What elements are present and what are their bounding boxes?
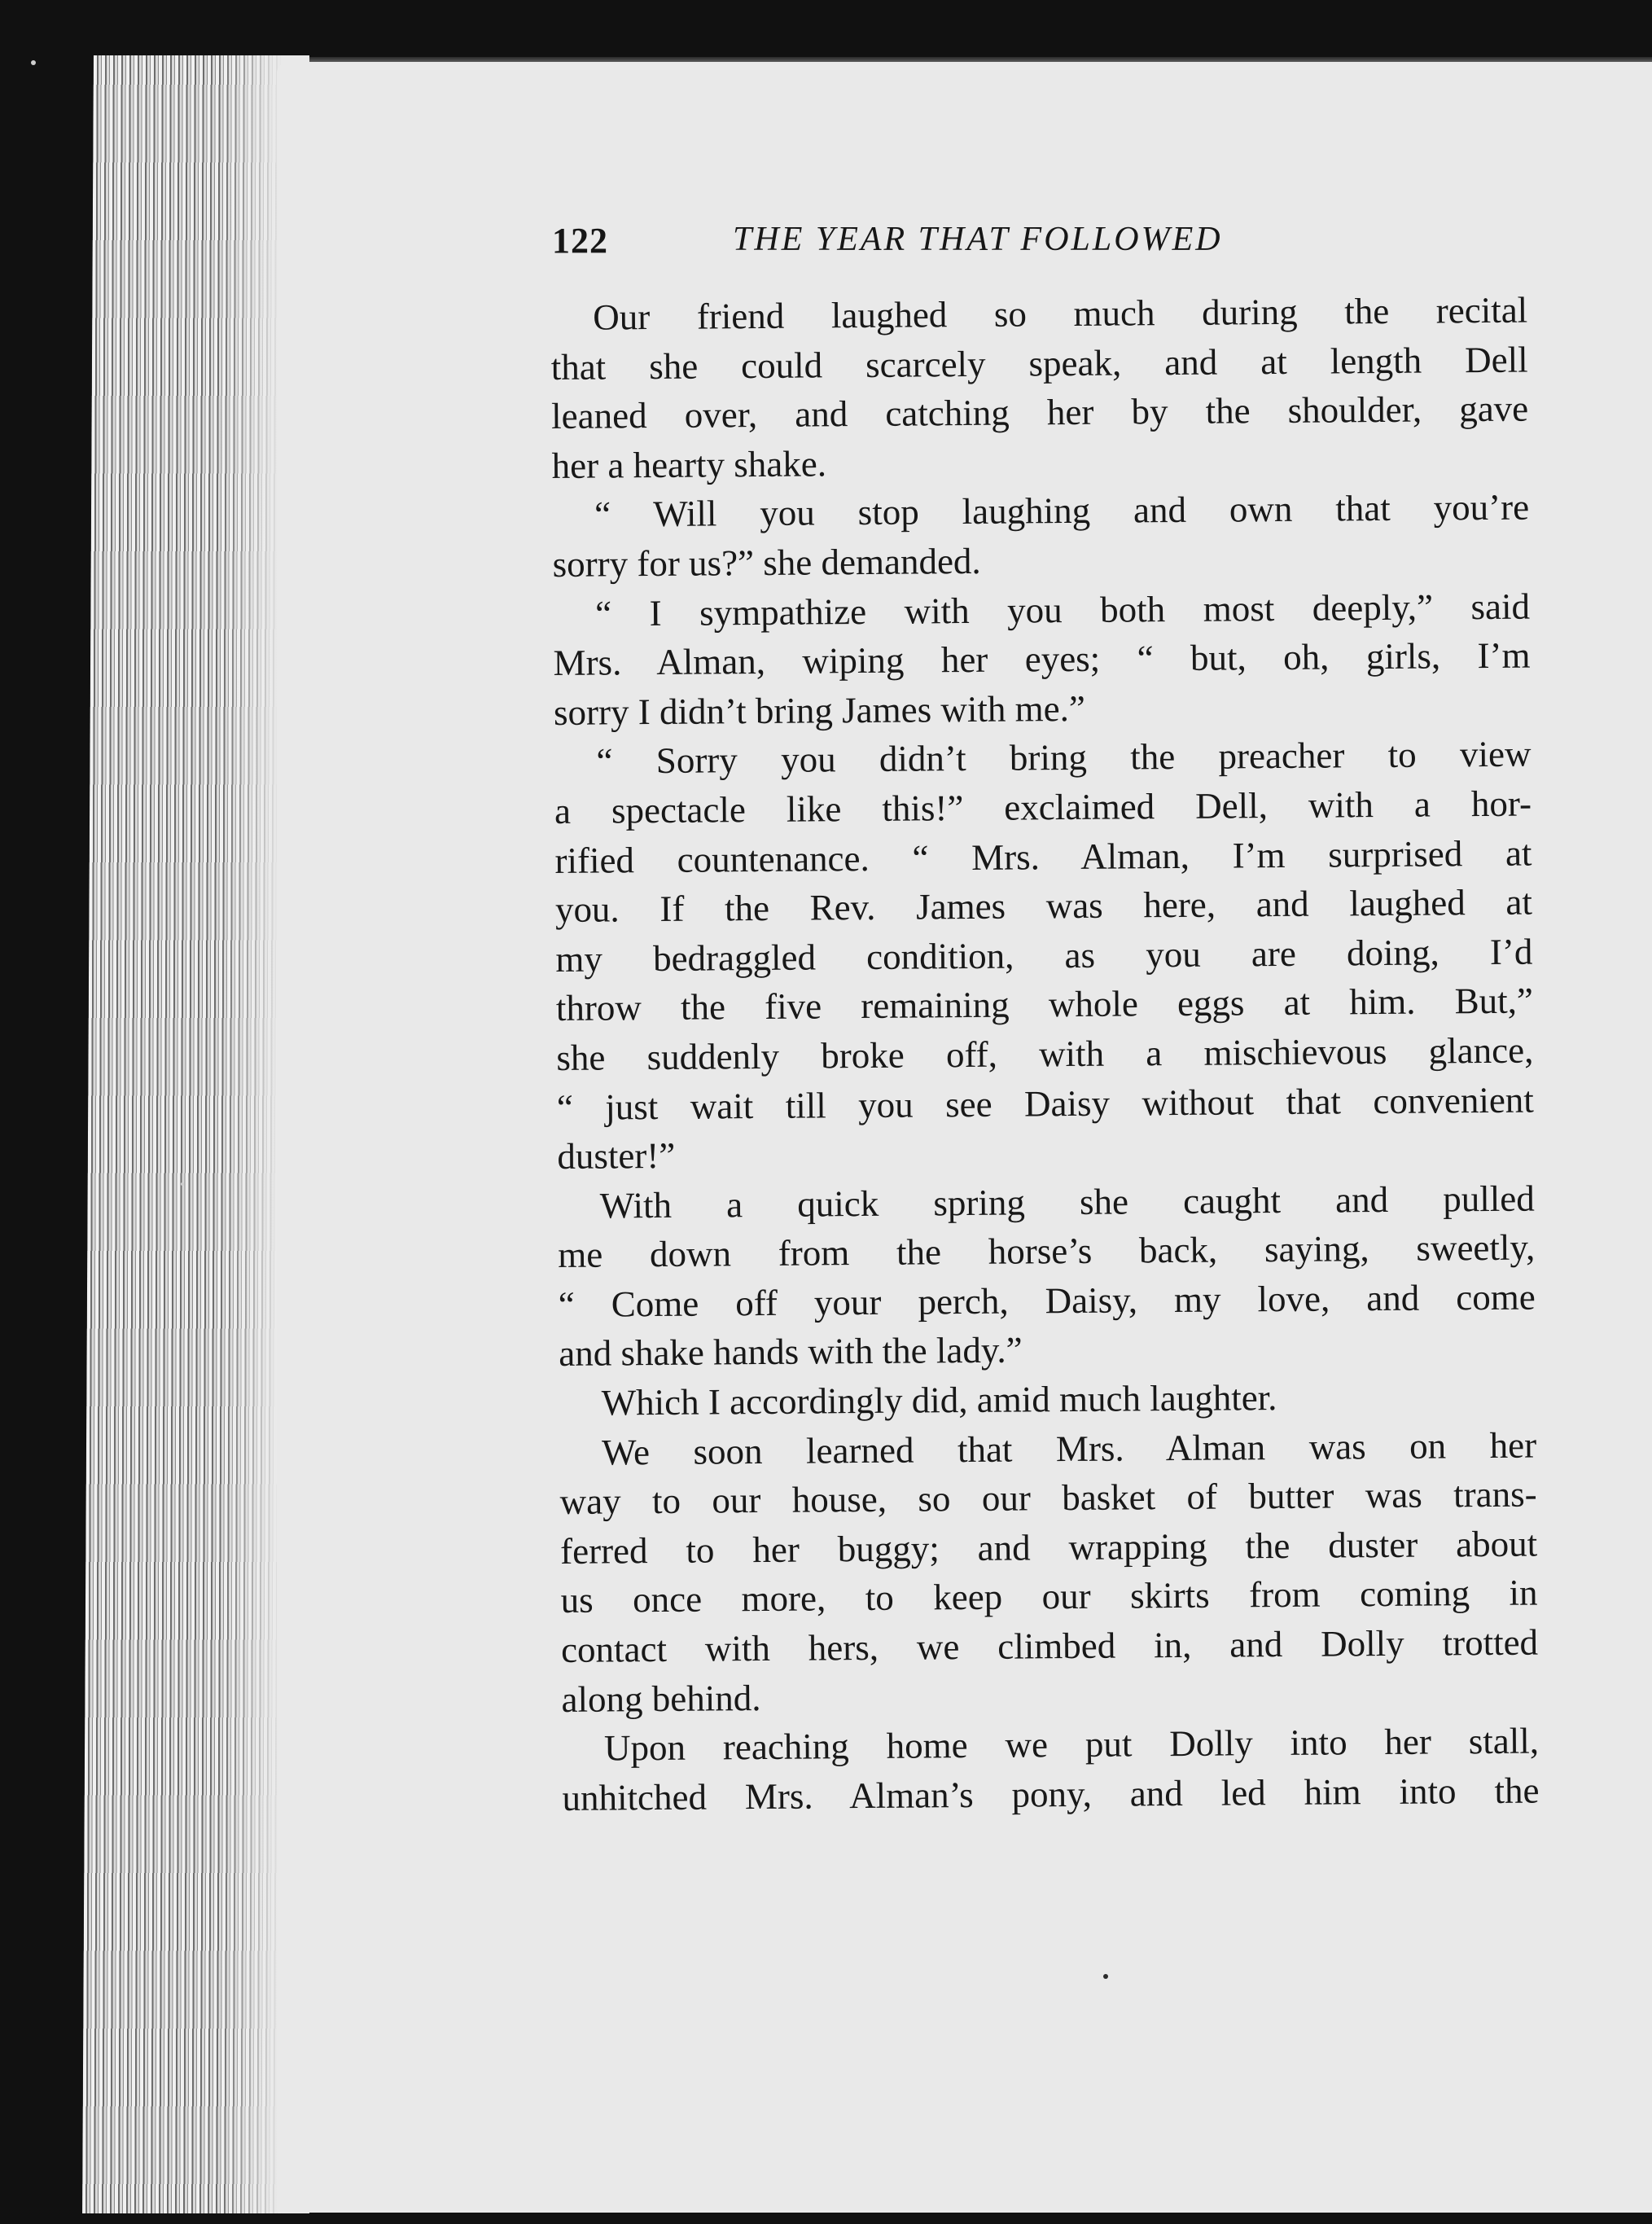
- text-line: “ Sorry you didn’t bring the preacher to view: [596, 733, 1531, 782]
- text-line: a spectacle like this!” exclaimed Dell, with a hor-: [554, 783, 1532, 831]
- text-line: me down from the horse’s back, saying, sweetly,: [558, 1226, 1536, 1276]
- text-line: duster!”: [557, 1134, 676, 1178]
- text-line: her a hearty shake.: [551, 443, 827, 486]
- text-line: that she could scarcely speak, and at length Dell: [550, 339, 1528, 388]
- text-line: leaned over, and catching her by the shoulder, gave: [550, 388, 1529, 437]
- text-line: you. If the Rev. James was here, and laughed at: [554, 881, 1533, 931]
- page-number: 122: [552, 221, 608, 261]
- dust-speck: [1103, 1974, 1108, 1979]
- text-line: along behind.: [561, 1677, 761, 1720]
- text-line: Which I accordingly did, amid much laughter.: [601, 1377, 1277, 1423]
- text-line: unhitched Mrs. Alman’s pony, and led him into the: [562, 1770, 1540, 1818]
- text-line: “ just wait till you see Daisy without that convenient: [556, 1079, 1535, 1128]
- text-line: sorry I didn’t bring James with me.”: [553, 687, 1086, 733]
- text-line: and shake hands with the lady.”: [559, 1329, 1023, 1375]
- text-line: We soon learned that Mrs. Alman was on her: [601, 1424, 1537, 1473]
- text-line: she suddenly broke off, with a mischievous glance,: [556, 1029, 1534, 1078]
- text-line: “ Will you stop laughing and own that you’re: [594, 486, 1530, 535]
- text-line: sorry for us?” she demanded.: [552, 540, 981, 585]
- text-line: throw the five remaining whole eggs at him. But,”: [555, 980, 1534, 1029]
- text-line: With a quick spring she caught and pulled: [599, 1178, 1535, 1226]
- text-line: ferred to her buggy; and wrapping the duster about: [559, 1523, 1538, 1572]
- dust-speck: [181, 1182, 184, 1186]
- body-text: [550, 286, 1540, 1823]
- text-line: us once more, to keep our skirts from coming in: [560, 1572, 1538, 1621]
- text-line: my bedraggled condition, as you are doing, I’d: [555, 931, 1533, 980]
- dust-speck: [31, 60, 36, 65]
- text-line: rified countenance. “ Mrs. Alman, I’m surprised at: [554, 832, 1532, 881]
- text-line: Our friend laughed so much during the recital: [593, 289, 1528, 338]
- text-line: Upon reaching home we put Dolly into her stall,: [603, 1720, 1540, 1769]
- text-line: contact with hers, we climbed in, and Dolly trotted: [560, 1621, 1539, 1670]
- text-line: “ I sympathize with you both most deeply,” said: [594, 586, 1531, 634]
- text-line: “ Come off your perch, Daisy, my love, and come: [558, 1276, 1536, 1325]
- text-line: Mrs. Alman, wiping her eyes; “ but, oh, girls, I’m: [553, 634, 1531, 684]
- page-header: [552, 220, 1366, 269]
- text-line: way to our house, so our basket of butter was trans-: [559, 1473, 1537, 1523]
- running-head: THE YEAR THAT FOLLOWED: [733, 221, 1223, 258]
